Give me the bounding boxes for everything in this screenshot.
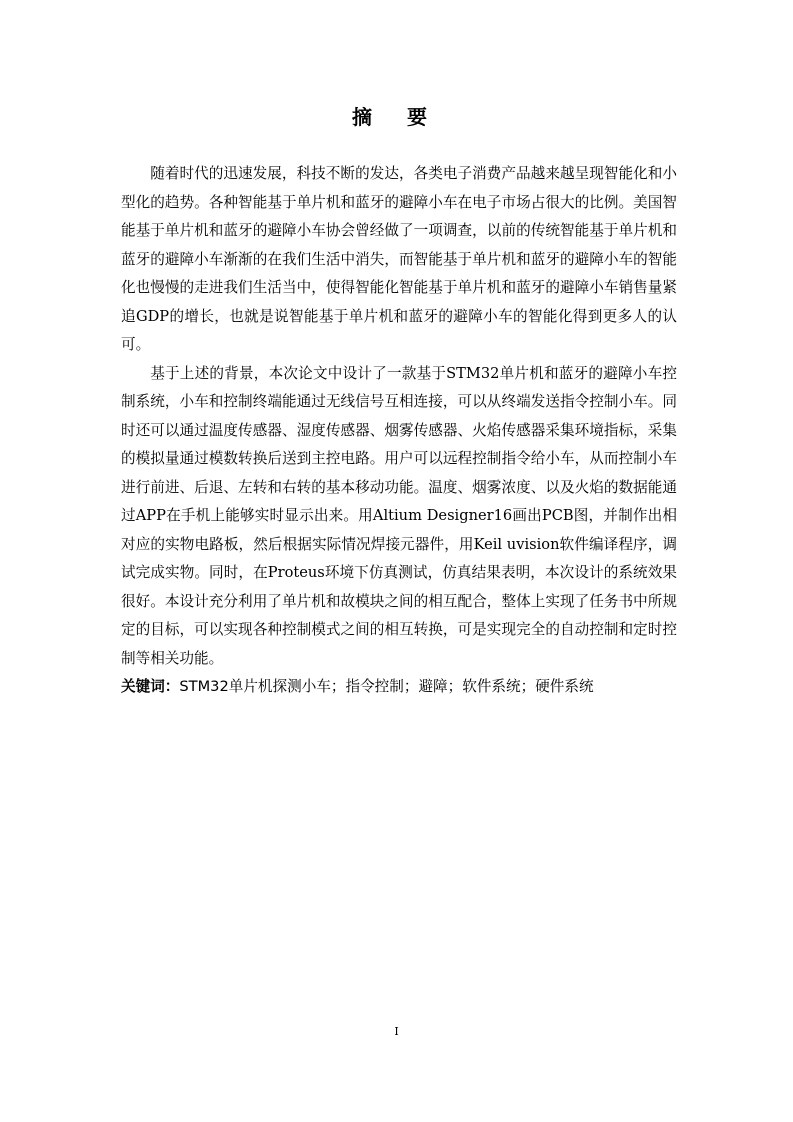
- page-number: I: [394, 1025, 399, 1038]
- keywords-label: 关键词：: [121, 678, 180, 695]
- abstract-paragraph-1: 随着时代的迅速发展，科技不断的发达，各类电子消费产品越来越呈现智能化和小型化的趋势。各种智能基于单片机和蓝牙的避障小车在电子市场占很大的比例。美国智能基于单片机和蓝牙的避障小车协会曾经做了一项调查，以前的传统智能基于单片机和蓝牙的避障小车渐渐的在我们生活中消失，而智能基于单片机和蓝牙的避障小车的智能化也慢慢的走进我们生活当中，使得智能化智能基于单片机和蓝牙的避障小车销售量紧追GDP的增长，也就是说智能基于单片机和蓝牙的避障小车的智能化得到更多人的认可。: [121, 165, 677, 353]
- abstract-body: [121, 160, 677, 702]
- abstract-title: 摘 要: [352, 105, 441, 129]
- keywords-line: [121, 673, 677, 702]
- abstract-paragraph-2: 基于上述的背景，本次论文中设计了一款基于STM32单片机和蓝牙的避障小车控制系统，小车和控制终端能通过无线信号互相连接，可以从终端发送指令控制小车。同时还可以通过温度传感器、湿度传感器、烟雾传感器、火焰传感器采集环境指标，采集的模拟量通过模数转换后送到主控电路。用户可以远程控制指令给小车，从而控制小车进行前进、后退、左转和右转的基本移动功能。温度、烟雾浓度、以及火焰的数据能通过APP在手机上能够实时显示出来。用Altium Designer16画出PCB图，并制作出相对应的实物电路板，然后根据实际情况焊接元器件，用Keil uvision软件编译程序，调试完成实物。同时，在Proteus环境下仿真测试，仿真结果表明，本次设计的系统效果很好。本设计充分利用了单片机和故模块之间的相互配合，整体上实现了任务书中所规定的目标，可以实现各种控制模式之间的相互转换，可是实现完全的自动控制和定时控制等相关功能。: [121, 364, 677, 667]
- keywords-text: STM32单片机探测小车；指令控制；避障；软件系统；硬件系统: [179, 678, 594, 695]
